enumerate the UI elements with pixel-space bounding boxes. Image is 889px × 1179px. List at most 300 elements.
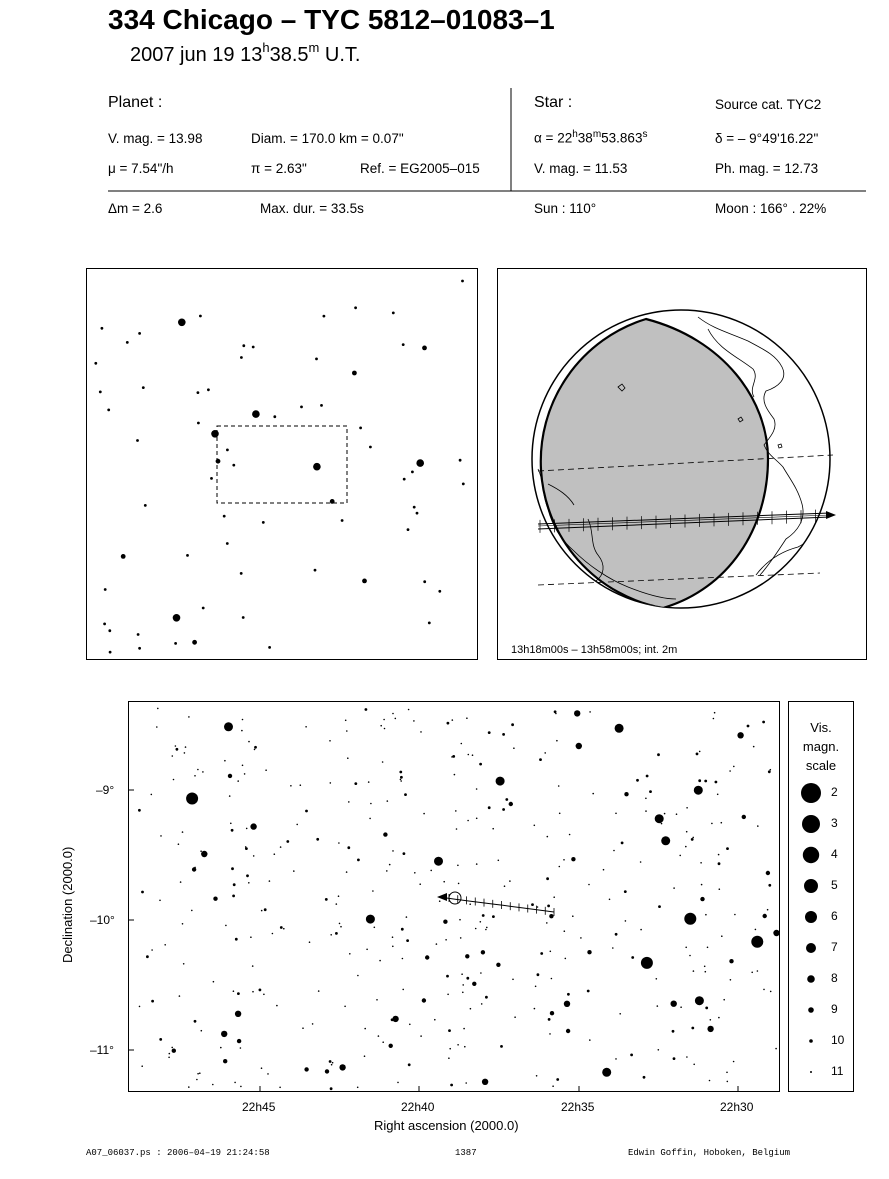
chart-star [747,725,750,728]
legend-dot [807,975,815,983]
chart-star [655,814,664,823]
chart-star [691,838,694,841]
chart-star [534,1008,536,1010]
chart-star [160,835,162,837]
finder-star [226,542,229,545]
legend-dot [810,1071,812,1073]
chart-star [488,731,491,734]
chart-star [408,709,410,711]
chart-star [624,792,628,796]
legend-mag-label: 6 [831,909,838,923]
chart-star [546,877,549,880]
chart-star [535,986,537,988]
chart-star [244,773,246,775]
chart-star [443,920,447,924]
chart-star [679,855,681,857]
chart-star [168,1057,170,1059]
finder-star [142,386,145,389]
chart-star [332,1062,334,1064]
chart-star [339,923,341,925]
chart-star [409,1024,411,1026]
chart-star [178,843,180,845]
chart-star [479,763,482,766]
chart-star [364,1028,366,1030]
chart-star [729,959,733,963]
chart-star [171,1047,173,1049]
chart-star [191,910,193,912]
chart-star [392,850,394,852]
chart-star [305,810,308,813]
chart-star [276,1005,278,1007]
chart-star [671,1001,677,1007]
finder-star [462,483,465,486]
star-vmag: V. mag. = 11.53 [534,161,628,176]
chart-star [470,1008,472,1010]
planet-vmag: V. mag. = 13.98 [108,131,203,146]
chart-star [482,1079,488,1085]
moon-info: Moon : 166° . 22% [715,201,827,216]
finder-star [268,646,271,649]
chart-star [248,741,250,743]
chart-star [481,950,485,954]
chart-star [640,861,642,863]
finder-star [416,459,424,467]
chart-star [757,825,759,827]
chart-star [283,928,285,930]
chart-star [400,776,403,779]
chart-star [719,888,721,890]
finder-star [202,607,205,610]
chart-star [695,996,704,1005]
chart-star [182,923,184,925]
chart-star [631,956,634,959]
chart-star [476,818,478,820]
chart-star [763,914,767,918]
chart-star [382,1041,384,1043]
chart-star [661,823,663,825]
ytick-label: –9° [96,783,115,797]
chart-star [188,716,190,718]
finder-star [240,572,243,575]
chart-star [496,777,505,786]
chart-star [139,1006,141,1008]
chart-star [469,903,471,905]
chart-star [680,1006,682,1008]
chart-star [335,932,338,935]
chart-star [290,785,292,787]
chart-star [392,946,394,948]
chart-star [567,993,570,996]
finder-star [403,478,406,481]
finder-star [314,569,317,572]
chart-star [643,1076,646,1079]
chart-star [151,794,153,796]
chart-star [463,1028,465,1030]
chart-star [550,1011,554,1015]
chart-star [768,770,771,773]
finder-star [438,590,441,593]
chart-star [240,1086,242,1088]
finder-star [359,427,362,430]
finder-star [211,430,219,438]
event-datetime: 2007 jun 19 13$^h$38.5$^m$ U.T. [130,40,361,66]
chart-star [248,882,250,884]
chart-star [664,813,666,815]
chart-star [383,832,387,836]
chart-star [434,857,443,866]
chart-star [146,955,149,958]
chart-star [502,808,505,811]
chart-star [694,786,703,795]
finder-star [144,504,147,507]
chart-star [397,1082,399,1084]
chart-star [241,730,243,732]
chart-star [552,1085,554,1087]
chart-star [422,998,426,1002]
chart-star [263,994,265,996]
chart-star [253,855,255,857]
footer-page: 1387 [455,1148,477,1158]
chart-star [401,928,404,931]
chart-star [446,975,449,978]
chart-star [509,802,513,806]
chart-star [766,871,770,875]
x-axis-label: Right ascension (2000.0) [374,1118,519,1133]
chart-star [467,820,469,822]
planet-motion: μ = 7.54"/h [108,161,174,176]
chart-star [156,726,158,728]
chart-star [188,1086,190,1088]
chart-star [551,978,553,980]
max-duration: Max. dur. = 33.5s [260,201,364,216]
chart-star [742,815,746,819]
chart-star [175,745,177,747]
chart-star [656,978,658,980]
planet-heading: Planet : [108,94,163,111]
chart-star [348,801,350,803]
chart-star [449,1048,451,1050]
chart-star [693,1064,695,1066]
chart-star [237,992,240,995]
finder-star [232,464,235,467]
chart-star [173,779,175,781]
finder-star [320,404,323,407]
chart-star [231,829,234,832]
chart-star [710,1019,712,1021]
chart-star [676,813,678,815]
chart-star [329,1060,332,1063]
chart-star [447,722,450,725]
chart-star [325,1069,329,1073]
chart-star [365,708,368,711]
chart-star [392,1016,398,1022]
chart-star [389,1044,393,1048]
chart-star [692,837,694,839]
chart-star [673,1057,676,1060]
chart-star [751,972,753,974]
chart-star [182,831,184,833]
finder-star [197,391,200,394]
chart-star [649,790,652,793]
chart-star [261,910,263,912]
chart-star [338,895,340,897]
finder-star [273,415,276,418]
chart-star [704,780,707,783]
chart-star [452,719,454,721]
planet-diameter: Diam. = 170.0 km = 0.07" [251,131,404,146]
chart-star [436,943,438,945]
finder-star [121,554,126,559]
finder-star [126,341,129,344]
chart-star [657,753,660,756]
finder-star [210,477,213,480]
chart-star [480,972,482,974]
chart-star [554,710,557,713]
chart-star [767,909,769,911]
chart-star [657,1005,659,1007]
chart-star [451,756,453,758]
chart-star [240,1047,242,1049]
chart-star [466,717,468,719]
chart-star [349,953,351,955]
finder-star [197,422,200,425]
chart-star [242,719,244,721]
chart-star [534,825,536,827]
legend-dot [805,911,817,923]
chart-star [237,780,239,782]
chart-star [733,1061,735,1063]
chart-star [172,755,174,757]
chart-star [235,938,238,941]
chart-star [505,798,508,801]
chart-star [460,937,462,939]
chart-star [366,915,375,924]
finder-star [94,362,97,365]
chart-star [559,866,561,868]
chart-star [368,781,370,783]
chart-star [252,991,254,993]
chart-star [450,1084,453,1087]
legend-mag-label: 5 [831,878,838,892]
chart-star [430,870,432,872]
chart-star [213,897,217,901]
chart-star [232,895,235,898]
chart-star [304,1067,308,1071]
chart-star [309,941,311,943]
chart-star [661,836,670,845]
footer-author: Edwin Goffin, Hoboken, Belgium [628,1148,791,1158]
chart-star [472,982,476,986]
chart-star [434,1019,436,1021]
chart-star [246,828,248,830]
chart-star [685,947,687,949]
chart-star [705,914,707,916]
chart-star [691,1027,694,1030]
chart-star [714,712,716,714]
ytick-label: –10° [90,913,115,927]
chart-star [151,949,153,951]
chart-star [770,991,772,993]
legend-mag-label: 11 [831,1064,844,1078]
chart-star [721,822,723,824]
chart-star [172,1049,176,1053]
chart-star [354,782,357,785]
chart-star [576,743,582,749]
legend-dot [803,847,819,863]
chart-star [465,954,469,958]
chart-star [770,769,772,771]
finder-star [104,588,107,591]
star-declination: δ = – 9°49'16.22" [715,131,819,146]
chart-star [447,994,449,996]
chart-star [609,899,611,901]
chart-star [645,798,647,800]
chart-star [457,865,459,867]
finder-star [315,358,318,361]
finder-star [416,512,419,515]
chart-star [399,771,402,774]
chart-star [569,834,571,836]
chart-star [630,1054,633,1057]
chart-star [374,927,376,929]
finder-star [262,521,265,524]
chart-star [693,970,695,972]
chart-star [512,979,514,981]
chart-star [395,718,397,720]
chart-star [587,990,590,993]
chart-star [230,823,232,825]
chart-star [737,732,743,738]
chart-star [346,871,348,873]
finder-star [207,388,210,391]
legend-mag-label: 10 [831,1033,845,1047]
chart-star [164,944,166,946]
finder-star [178,319,186,327]
chart-star [762,721,765,724]
chart-star [646,775,649,778]
finder-star [174,642,177,645]
chart-star [456,828,458,830]
chart-star [726,1072,728,1074]
chart-star [658,1049,660,1051]
chart-star [513,747,515,749]
chart-star [564,1001,570,1007]
chart-star [408,1063,411,1066]
chart-star [180,881,182,883]
finder-star [300,406,303,409]
chart-star [196,1079,198,1081]
legend-mag-label: 3 [831,816,838,830]
chart-star [279,1087,281,1089]
chart-star [329,740,331,742]
star-chart-svg [129,702,781,1093]
chart-star [234,1082,236,1084]
finder-star [313,463,321,471]
chart-star [574,710,580,716]
finder-star [407,528,410,531]
chart-star [379,960,381,962]
legend-mag-label: 2 [831,785,838,799]
zoom-frame [217,426,347,503]
chart-star [686,807,688,809]
chart-star [159,900,161,902]
chart-star [346,730,348,732]
chart-star [420,1035,422,1037]
chart-star [220,1047,222,1049]
chart-star [485,929,487,931]
globe-svg [498,269,868,661]
chart-star [250,823,256,829]
chart-star [443,881,445,883]
chart-star [384,728,386,730]
chart-star [194,775,196,777]
chart-star [641,957,653,969]
page-title: 334 Chicago – TYC 5812–01083–1 [108,4,555,35]
chart-star [223,1059,227,1063]
chart-star [242,765,244,767]
chart-star [414,872,416,874]
chart-star [755,929,757,931]
chart-star [751,936,763,948]
chart-star [237,1039,241,1043]
legend-dot [801,783,821,803]
finder-star [223,515,226,518]
chart-star [466,977,469,980]
chart-star [615,724,624,733]
chart-star [537,973,540,976]
y-axis-label: Declination (2000.0) [60,846,75,963]
chart-star [425,955,429,959]
chart-star [548,1018,551,1021]
legend-dot [808,1007,814,1013]
chart-star [264,908,267,911]
chart-star [492,915,495,918]
chart-star [357,859,360,862]
chart-star [185,746,187,748]
chart-star [615,1058,617,1060]
xtick-label: 22h45 [242,1100,276,1114]
chart-star [707,947,709,949]
chart-star [685,846,687,848]
finder-star [392,312,395,315]
chart-star [544,752,546,754]
chart-star [445,939,447,941]
chart-star [245,846,247,848]
chart-star [715,781,718,784]
chart-star [492,828,494,830]
chart-star [331,1064,333,1066]
chart-star [700,897,704,901]
legend-dot [802,815,820,833]
chart-star [705,971,707,973]
finder-star [107,409,110,412]
chart-star [157,708,159,710]
chart-star [293,870,295,872]
chart-star [514,1016,516,1018]
finder-star [242,344,245,347]
chart-star [372,890,374,892]
chart-star [727,1081,729,1083]
chart-star [711,823,713,825]
chart-star [640,929,642,931]
chart-star [615,933,618,936]
chart-star [587,950,591,954]
chart-star [658,905,661,908]
chart-star [228,774,232,778]
chart-star [201,851,207,857]
chart-star [280,846,282,848]
finder-star [216,459,221,464]
